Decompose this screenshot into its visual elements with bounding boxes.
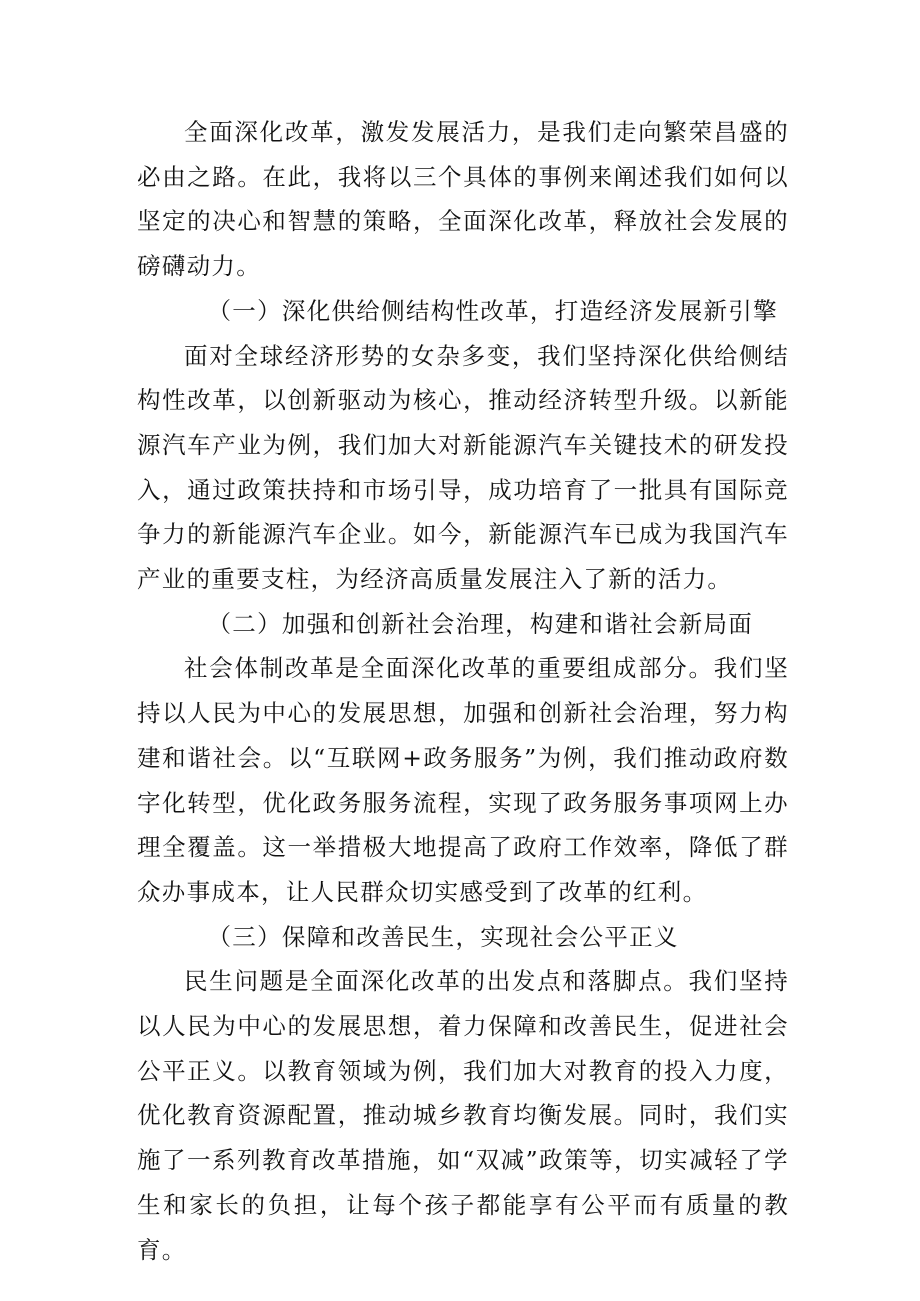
section-heading-1: （一）深化供给侧结构性改革，打造经济发展新引擎 [207,296,778,325]
section-2-paragraph: 社会体制改革是全面深化改革的重要组成部分。我们坚持以人民为中心的发展思想，加强和创新社会治理，努力构建和谐社会。以“互联网+政务服务”为例，我们推动政府数字化转型，优化政务服务流程，实现了政务服务事项网上办理全覆盖。这一举措极大地提高了政府工作效率，降低了群众办事成本，让人民群众切实感受到了改革的红利。 [137,654,789,906]
section-heading-2: （二）加强和创新社会治理，构建和谐社会新局面 [207,609,754,638]
section-heading-3: （三）保障和改善民生，实现社会公平正义 [207,922,679,951]
section-1-paragraph: 面对全球经济形势的女杂多变，我们坚持深化供给侧结构性改革，以创新驱动为核心，推动经济转型升级。以新能源汽车产业为例，我们加大对新能源汽车关键技术的研发投入，通过政策扶持和市场引导，成功培育了一批具有国际竞争力的新能源汽车企业。如今，新能源汽车已成为我国汽车产业的重要支柱，为经济高质量发展注入了新的活力。 [137,341,789,594]
section-3-paragraph: 民生问题是全面深化改革的出发点和落脚点。我们坚持以人民为中心的发展思想，着力保障和改善民生，促进社会公平正义。以教育领域为例，我们加大对教育的投入力度，优化教育资源配置，推动城乡教育均衡发展。同时，我们实施了一系列教育改革措施，如“双减”政策等，切实减轻了学生和家长的负担，让每个孩子都能享有公平而有质量的教育。 [137,967,789,1264]
document-body [137,110,789,1272]
intro-paragraph: 全面深化改革，激发发展活力，是我们走向繁荣昌盛的必由之路。在此，我将以三个具体的事例来阐述我们如何以坚定的决心和智慧的策略，全面深化改革，释放社会发展的磅礴动力。 [137,118,789,281]
